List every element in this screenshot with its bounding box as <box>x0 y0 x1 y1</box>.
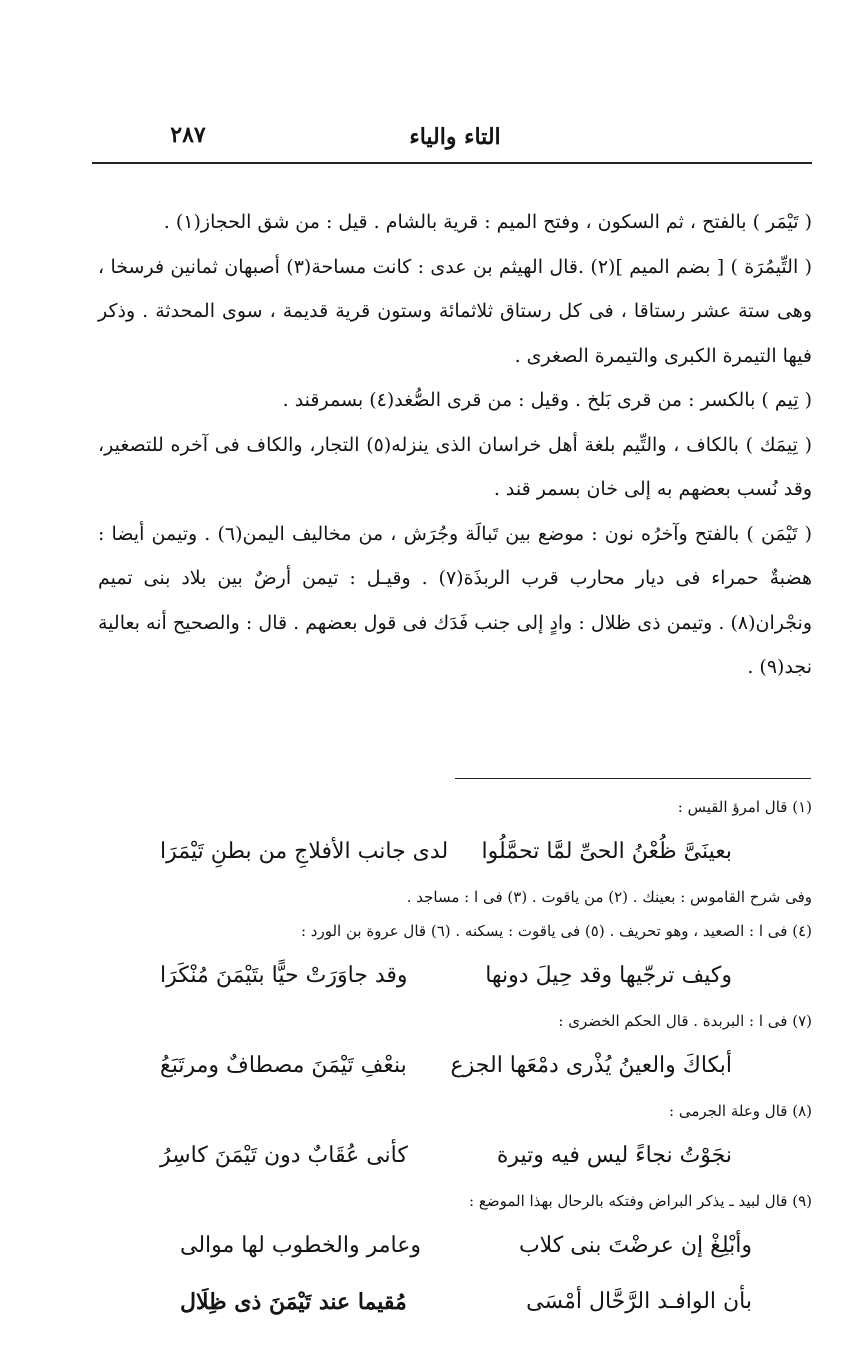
verse-hemistich: وقد جاوَرَتْ حيًّا بتَيْمَنَ مُنْكَرَا <box>160 963 408 988</box>
verse-hemistich: وأبْلِغْ إن عرضْتَ بنى كلاب <box>518 1233 752 1258</box>
footnote-2-3: وفى شرح القاموس : بعينك . (٢) من ياقوت . (٣) فى ا : مساجد . <box>406 888 812 906</box>
footnote-9-verse-1 <box>100 1218 812 1274</box>
verse-hemistich: بعينَىَّ ظُعْنُ الحىِّ لمَّا تحمَّلُوا <box>481 839 732 864</box>
verse-hemistich: بأن الوافـد الرَّحَّال أمْسَى <box>526 1289 752 1314</box>
verse-hemistich: وكيف ترجّيها وقد حِيلَ دونها <box>485 963 732 988</box>
footnote-1-intro: (١) قال امرؤ القيس : <box>677 798 812 816</box>
entry-tim: ( تِيم ) بالكسر : من قرى بَلخ . وقيل : من قرى الصُّغد(٤) بسمرقند . <box>282 389 812 411</box>
verse-hemistich: نجَوْتُ نجاءً ليس فيه وتيرة <box>496 1143 732 1168</box>
verse-hemistich: مُقيما عند تَيْمَنَ ذى ظِلَال <box>180 1289 407 1315</box>
verse-hemistich: وعامر والخطوب لها موالى <box>180 1233 421 1258</box>
verse-hemistich: أبكاكَ والعينُ يُذْرى دمْعَها الجزع <box>450 1053 732 1078</box>
footnote-6-verse <box>100 948 812 1004</box>
entry-altaymura: ( التِّيمُرَة ) [ بضم الميم ](٢) .قال الهيثم بن عدى : كانت مساحة(٣) أصبهان ثمانين فرسخا ، وهى ستة عشر رستاقا ، فى كل رستاق ثلاثمائة وستون قرية قديمة ، سوى المحدثة . وذكر فيها التيمرة الكبرى والتيمرة الصغرى . <box>98 255 812 367</box>
footnote-rule <box>455 778 811 779</box>
header-rule <box>92 162 812 164</box>
verse-hemistich: كأنى عُقَابٌ دون تَيْمَنَ كاسِرُ <box>160 1143 408 1168</box>
footnote-8-verse <box>100 1128 812 1184</box>
main-text <box>98 200 812 690</box>
entry-timak: ( تِيمَك ) بالكاف ، والتِّيم بلغة أهل خراسان الذى ينزله(٥) التجار، والكاف فى آخره للتصغير، وقد نُسب بعضهم به إلى خان بسمر قند . <box>98 433 812 500</box>
verse-hemistich: لدى جانب الأفلاجِ من بطنِ تَيْمَرَا <box>160 839 449 864</box>
footnote-8-intro: (٨) قال وعلة الجرمى : <box>669 1102 812 1120</box>
footnotes <box>100 790 812 1330</box>
page-number: ٢٨٧ <box>170 122 206 148</box>
verse-hemistich: بنعْفِ تَيْمَنَ مصطافٌ ومرتَبَعُ <box>160 1053 407 1078</box>
footnote-9-verse-2 <box>100 1274 812 1330</box>
footnote-7-intro: (٧) فى ا : البربدة . قال الحكم الخضرى : <box>558 1012 812 1030</box>
footnote-9-intro: (٩) قال لبيد ـ يذكر البراض وفتكه بالرحال بهذا الموضع : <box>469 1192 812 1210</box>
entry-tayman: ( تَيْمَن ) بالفتح وآخرُه نون : موضع بين تَبالَة وجُرَش ، من مخاليف اليمن(٦) . وتيمن أيضا : هضبةٌ حمراء فى ديار محارب قرب الربذَة(٧) . وقيـل : تيمن أرضٌ بين بلاد بنى تميم ونجْران(٨) . وتيمن ذى ظلال : وادٍ إلى جنب فَدَك فى قول بعضهم . قال : والصحيح أنه بعالية نجد(٩) . <box>98 522 812 678</box>
footnote-1-verse <box>100 824 812 880</box>
footnote-4-5-6: (٤) فى ا : الصعيد ، وهو تحريف . (٥) فى ياقوت : يسكنه . (٦) قال عروة بن الورد : <box>300 922 812 940</box>
entry-taymar: ( تَيْمَر ) بالفتح ، ثم السكون ، وفتح الميم : قرية بالشام . قيل : من شق الحجاز(١) . <box>163 211 812 233</box>
running-header-title: التاء والياء <box>409 124 501 150</box>
footnote-7-verse <box>100 1038 812 1094</box>
